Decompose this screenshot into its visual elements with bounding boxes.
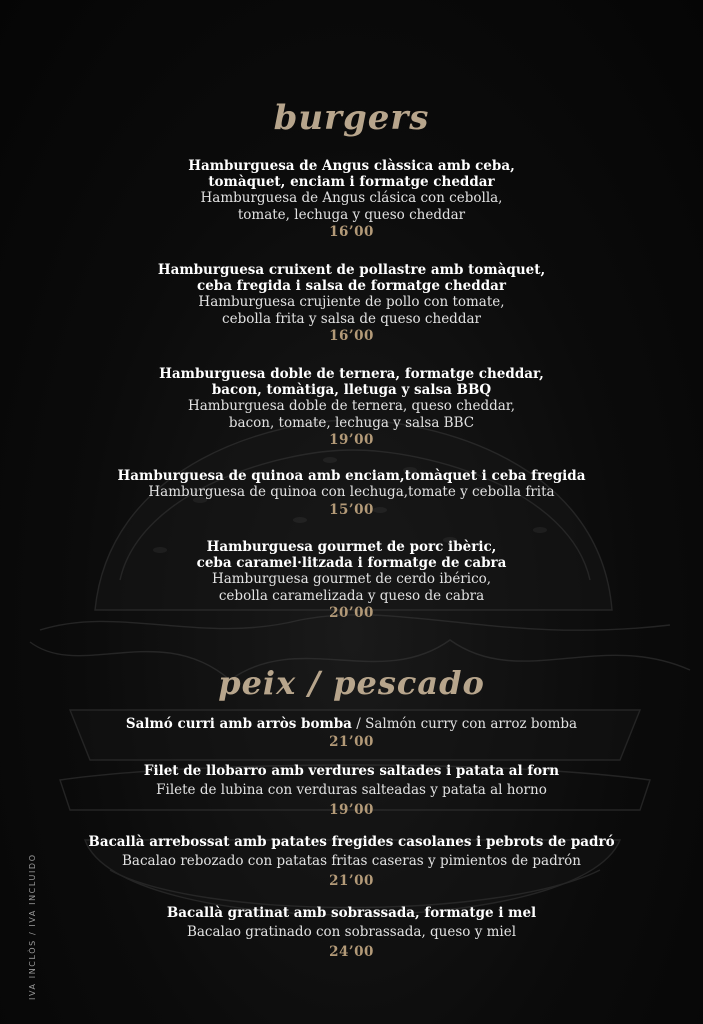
item-name-catalan: Hamburguesa de quinoa amb enciam,tomàquet i ceba fregida: [117, 468, 586, 484]
item-name-spanish: Filete de lubina con verduras salteadas y patata al horno: [156, 782, 547, 798]
item-price: 24’00: [329, 943, 374, 960]
item-name-spanish: Hamburguesa gourmet de cerdo ibérico, cebolla caramelizada y queso de cabra: [211, 571, 492, 604]
item-name-spanish: Bacalao rebozado con patatas fritas caseras y pimientos de padrón: [121, 853, 582, 869]
menu-item: [0, 366, 703, 449]
item-name-spanish: Bacalao gratinado con sobrassada, queso y miel: [186, 924, 517, 940]
item-name-catalan: Hamburguesa gourmet de porc ibèric, ceba caramel·litzada i formatge de cabra: [196, 539, 507, 571]
item-name-catalan: Hamburguesa de Angus clàssica amb ceba, tomàquet, enciam i formatge cheddar: [188, 158, 515, 190]
language-separator: /: [351, 716, 366, 732]
menu-item: [0, 539, 703, 622]
item-name-catalan: Hamburguesa cruixent de pollastre amb tomàquet, ceba fregida i salsa de formatge cheddar: [157, 262, 546, 294]
item-price: 16’00: [329, 224, 374, 240]
item-price: 20’00: [329, 605, 374, 621]
menu-item: [0, 262, 703, 345]
item-price: 19’00: [329, 432, 374, 448]
item-name-catalan: Bacallà gratinat amb sobrassada, formatge i mel: [166, 905, 537, 921]
item-price: 19’00: [329, 801, 374, 818]
menu-item: [0, 905, 703, 961]
menu-item: [0, 158, 703, 241]
item-name-spanish: Hamburguesa doble de ternera, queso cheddar, bacon, tomate, lechuga y salsa BBC: [187, 398, 516, 431]
menu-item: [0, 763, 703, 819]
item-price: 21’00: [329, 733, 374, 750]
section-title-burgers: burgers: [273, 98, 430, 138]
item-name-spanish: Hamburguesa de Angus clásica con cebolla, tomate, lechuga y queso cheddar: [200, 190, 503, 223]
section-title-fish: peix / pescado: [218, 664, 485, 702]
menu-item: [0, 834, 703, 890]
item-name-catalan: Salmó curri amb arròs bomba: [125, 716, 352, 732]
item-name-catalan: Bacallà arrebossat amb patates fregides casolanes i pebrots de padró: [88, 834, 615, 850]
item-name-catalan: Filet de llobarro amb verdures saltades i patata al forn: [143, 763, 560, 779]
menu-item: [0, 468, 703, 519]
menu-item: [0, 713, 703, 751]
item-price: 21’00: [329, 872, 374, 889]
item-price: 15’00: [329, 501, 374, 518]
item-price: 16’00: [329, 328, 374, 344]
item-name-spanish: Salmón curry con arroz bomba: [365, 716, 578, 732]
item-name-spanish: Hamburguesa crujiente de pollo con tomate, cebolla frita y salsa de queso cheddar: [198, 294, 505, 327]
tax-included-note: IVA INCLÒS / IVA INCLUIDO: [28, 853, 37, 1000]
item-name-catalan: Hamburguesa doble de ternera, formatge cheddar, bacon, tomàtiga, lletuga y salsa BBQ: [159, 366, 544, 398]
item-name-spanish: Hamburguesa de quinoa con lechuga,tomate y cebolla frita: [148, 484, 555, 500]
